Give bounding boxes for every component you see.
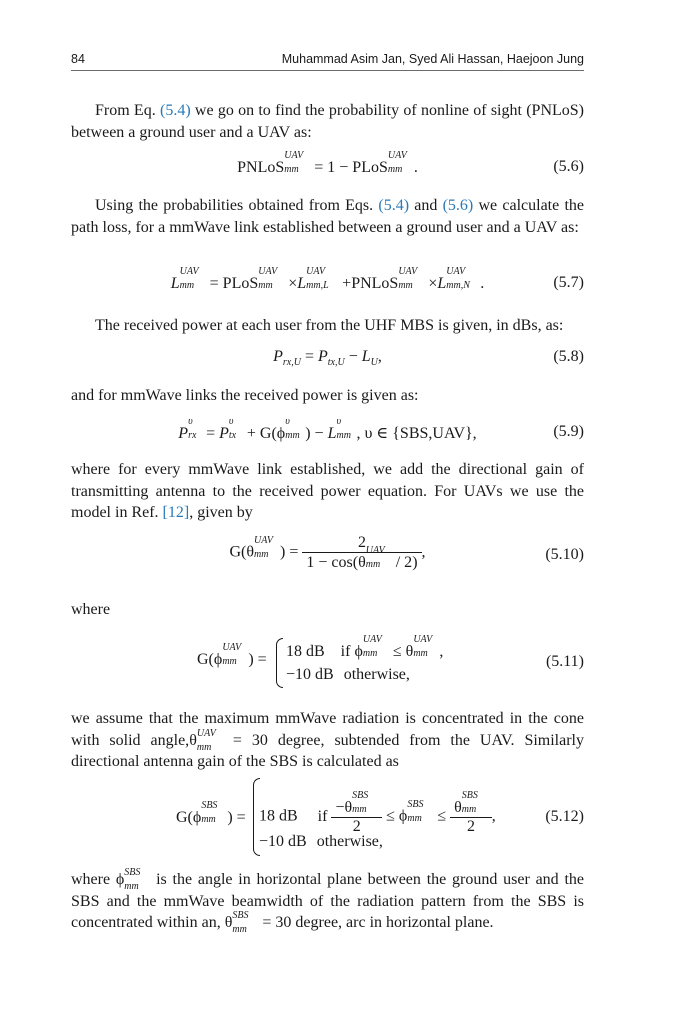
- running-header: [71, 52, 584, 71]
- page-number: 84: [71, 52, 85, 66]
- equation-5-12-lhs: G(ϕ SBS mm ) =: [176, 800, 246, 826]
- equation-5-9-body: P υ rx = P υ tx + G(ϕ υ mm ) − L υ mm , υ ∈ {SBS,UAV},: [178, 416, 477, 442]
- citation-ref-12[interactable]: [12]: [162, 504, 190, 521]
- paragraph-pnlos-intro: From Eq. (5.4) we go on to find the probability of nonline of sight (PNLoS) between a ground user and a UAV as:: [71, 102, 584, 141]
- paragraph-path-loss: Using the probabilities obtained from Eqs. (5.4) and (5.6) we calculate the path loss, for a mmWave link established between a ground user and a UAV as:: [71, 197, 584, 236]
- equation-5-6-body: PNLoS UAV mm = 1 − PLoS UAV mm .: [237, 150, 418, 176]
- case-row-1: 18 dB if −θ SBS mm 2 ≤ ϕ SBS mm ≤ θ SBS mm 2 ,: [259, 790, 496, 835]
- equation-5-8: [71, 348, 584, 378]
- case-row-2: −10 dB otherwise,: [259, 833, 383, 850]
- equation-5-8-body: $P_{rx,U} = P_{tx,U} - L_U$,: [273, 348, 382, 368]
- equation-number: (5.9): [553, 423, 584, 440]
- equation-5-9: [71, 416, 584, 453]
- paragraph-where: where: [71, 601, 111, 618]
- running-header-authors: Muhammad Asim Jan, Syed Ali Hassan, Haejoon Jung: [281, 52, 584, 66]
- equation-5-7-body: L UAV mm = PLoS UAV mm ×L UAV mm,L +PNLoS UAV mm ×L UAV mm,N .: [170, 266, 485, 292]
- equation-number: (5.12): [545, 808, 584, 825]
- case-row-1: 18 dB if ϕ UAV mm ≤ θ UAV mm ,: [286, 634, 444, 660]
- equation-5-7: [71, 266, 584, 304]
- paragraph-solid-angle: we assume that the maximum mmWave radiation is concentrated in the cone with solid angle,θ UAV mm = 30 degree, subtended from the UAV. Similarly directional antenna gain of the SBS is calculated as: [71, 710, 585, 770]
- fraction: −θ SBS mm 2: [331, 798, 382, 836]
- eq-ref-5-4[interactable]: (5.4): [159, 102, 191, 119]
- equation-5-10: [71, 534, 584, 590]
- equation-5-6: [71, 150, 584, 188]
- cases-brace: [276, 638, 283, 688]
- paragraph-sbs-angle: where ϕ SBS mm is the angle in horizontal plane between the ground user and the SBS and the mmWave beamwidth of the radiation pattern from the SBS is concentrated within an, θ SBS mm = 30 degree, arc in horizontal plane.: [71, 867, 584, 935]
- equation-5-12: [71, 778, 584, 856]
- equation-number: (5.8): [553, 348, 584, 365]
- eq-ref-5-4[interactable]: (5.4): [378, 197, 410, 214]
- case-row-2: −10 dB otherwise,: [286, 666, 410, 683]
- fraction: 2 1 − cos(θ UAV mm / 2): [302, 534, 421, 572]
- equation-5-10-body: G(θ UAV mm ) = 2 1 − cos(θ UAV mm / 2) ,: [229, 534, 426, 571]
- equation-number: (5.10): [545, 546, 584, 563]
- eq-ref-5-6[interactable]: (5.6): [442, 197, 474, 214]
- equation-number: (5.11): [545, 653, 584, 670]
- equation-number: (5.7): [553, 274, 584, 291]
- fraction: θ SBS mm 2: [450, 798, 492, 836]
- paragraph-mmwave-power: and for mmWave links the received power is given as:: [71, 387, 419, 404]
- paragraph-uhf-power: The received power at each user from the UHF MBS is given, in dBs, as:: [95, 317, 564, 334]
- paragraph-directional-gain: where for every mmWave link established, we add the directional gain of transmitting antenna to the received power equation. For UAVs we use the model in Ref. [12], given by: [71, 461, 584, 521]
- equation-5-11: [71, 634, 584, 688]
- equation-number: (5.6): [553, 158, 584, 175]
- equation-5-11-lhs: G(ϕ UAV mm ) =: [197, 642, 267, 668]
